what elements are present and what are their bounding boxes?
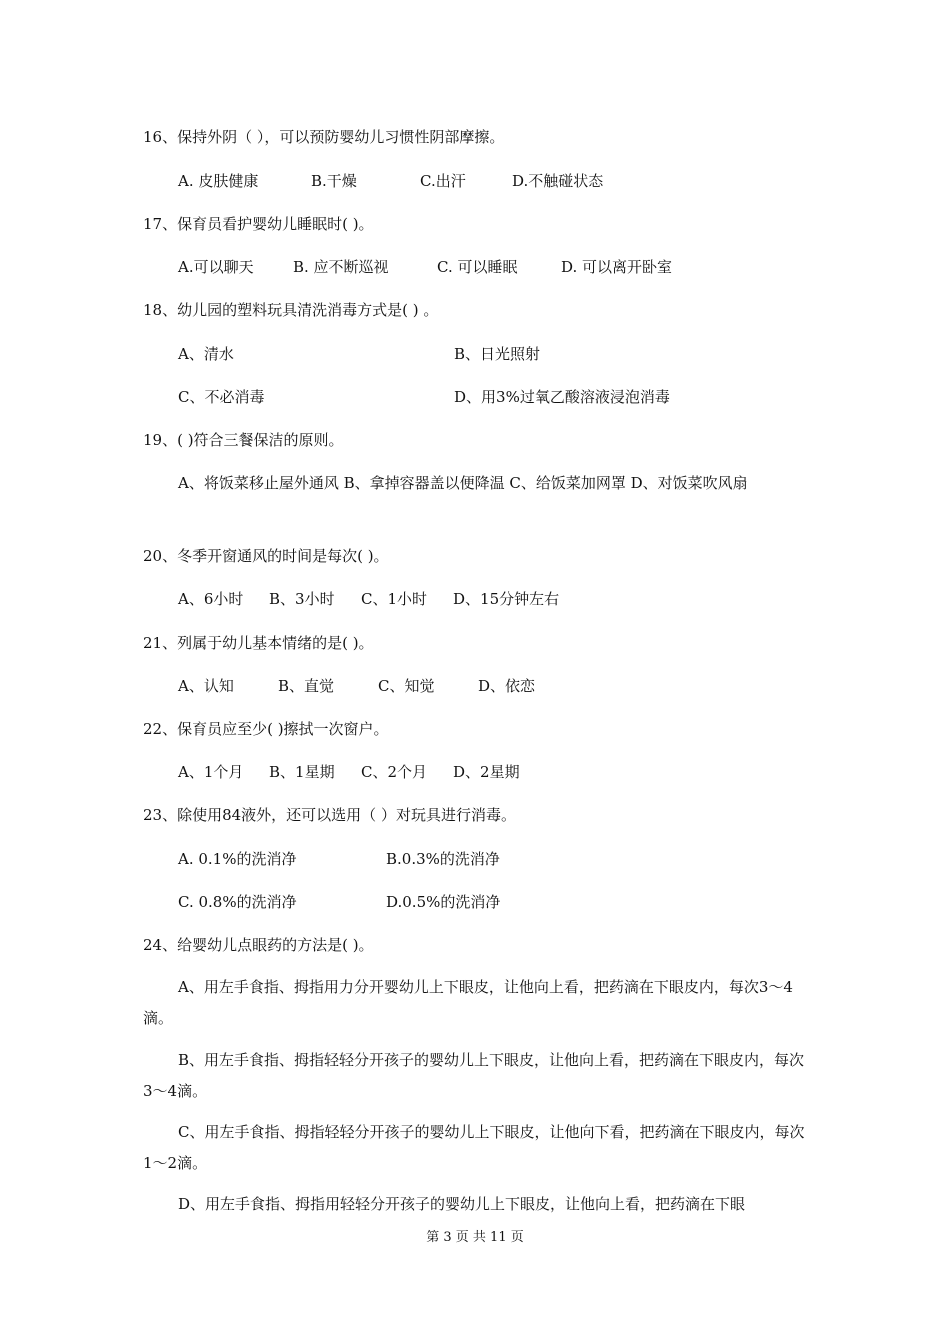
page-footer: 第 3 页 共 11 页 (426, 1230, 524, 1245)
option-b: B、1星期 (269, 763, 335, 781)
option-d: D.不触碰状态 (512, 172, 604, 190)
question-17-stem: 17、保育员看护婴幼儿睡眠时( )。 (143, 215, 374, 233)
option-c: C.出汗 (420, 172, 466, 190)
option-d: D、2星期 (453, 763, 520, 781)
option-d: D. 可以离开卧室 (561, 258, 673, 276)
option-b: B. 应不断巡视 (293, 258, 389, 276)
option-d: D、用3%过氧乙酸溶液浸泡消毒 (454, 388, 670, 406)
question-23-stem: 23、除使用84液外，还可以选用（ ）对玩具进行消毒。 (143, 806, 516, 824)
option-d: D、15分钟左右 (453, 590, 560, 608)
question-24-option-b: B、用左手食指、拇指轻轻分开孩子的婴幼儿上下眼皮，让他向上看，把药滴在下眼皮内，每次3～4滴。 (143, 1051, 805, 1100)
question-16-stem: 16、保持外阴（ ），可以预防婴幼儿习惯性阴部摩擦。 (143, 128, 505, 146)
option-c: C、1小时 (361, 590, 428, 608)
option-b: B、日光照射 (454, 345, 541, 363)
option-b: B.0.3%的洗消净 (386, 850, 500, 868)
option-c: C、不必消毒 (178, 388, 265, 406)
question-24-stem: 24、给婴幼儿点眼药的方法是( )。 (143, 936, 374, 954)
question-22-stem: 22、保育员应至少( )擦拭一次窗户。 (143, 720, 389, 738)
question-19-options: A、将饭菜移止屋外通风 B、拿掉容器盖以便降温 C、给饭菜加网罩 D、对饭菜吹风扇 (178, 474, 748, 492)
question-24-option-c: C、用左手食指、拇指轻轻分开孩子的婴幼儿上下眼皮，让他向下看，把药滴在下眼皮内，每次1～2滴。 (143, 1123, 805, 1172)
question-20-stem: 20、冬季开窗通风的时间是每次( )。 (143, 547, 389, 565)
option-a: A. 0.1%的洗消净 (178, 850, 297, 868)
option-c: C. 可以睡眠 (437, 258, 518, 276)
option-d: D、依恋 (478, 677, 536, 695)
question-21-stem: 21、列属于幼儿基本情绪的是( )。 (143, 634, 374, 652)
question-24-option-a: A、用左手食指、拇指用力分开婴幼儿上下眼皮，让他向上看，把药滴在下眼皮内，每次3～4滴。 (143, 978, 793, 1027)
option-a: A、认知 (178, 677, 234, 695)
option-b: B.干燥 (311, 172, 357, 190)
option-d: D.0.5%的洗消净 (386, 893, 501, 911)
option-a: A、清水 (178, 345, 234, 363)
question-18-stem: 18、幼儿园的塑料玩具清洗消毒方式是( ) 。 (143, 301, 439, 319)
option-a: A. 皮肤健康 (178, 172, 259, 190)
option-a: A.可以聊天 (178, 258, 254, 276)
option-b: B、3小时 (269, 590, 335, 608)
option-c: C、知觉 (378, 677, 435, 695)
option-c: C. 0.8%的洗消净 (178, 893, 297, 911)
question-19-stem: 19、( )符合三餐保洁的原则。 (143, 431, 344, 449)
question-24-option-d: D、用左手食指、拇指用轻轻分开孩子的婴幼儿上下眼皮，让他向上看，把药滴在下眼 (178, 1195, 746, 1213)
option-a: A、6小时 (178, 590, 244, 608)
option-b: B、直觉 (278, 677, 335, 695)
option-c: C、2个月 (361, 763, 428, 781)
option-a: A、1个月 (178, 763, 244, 781)
